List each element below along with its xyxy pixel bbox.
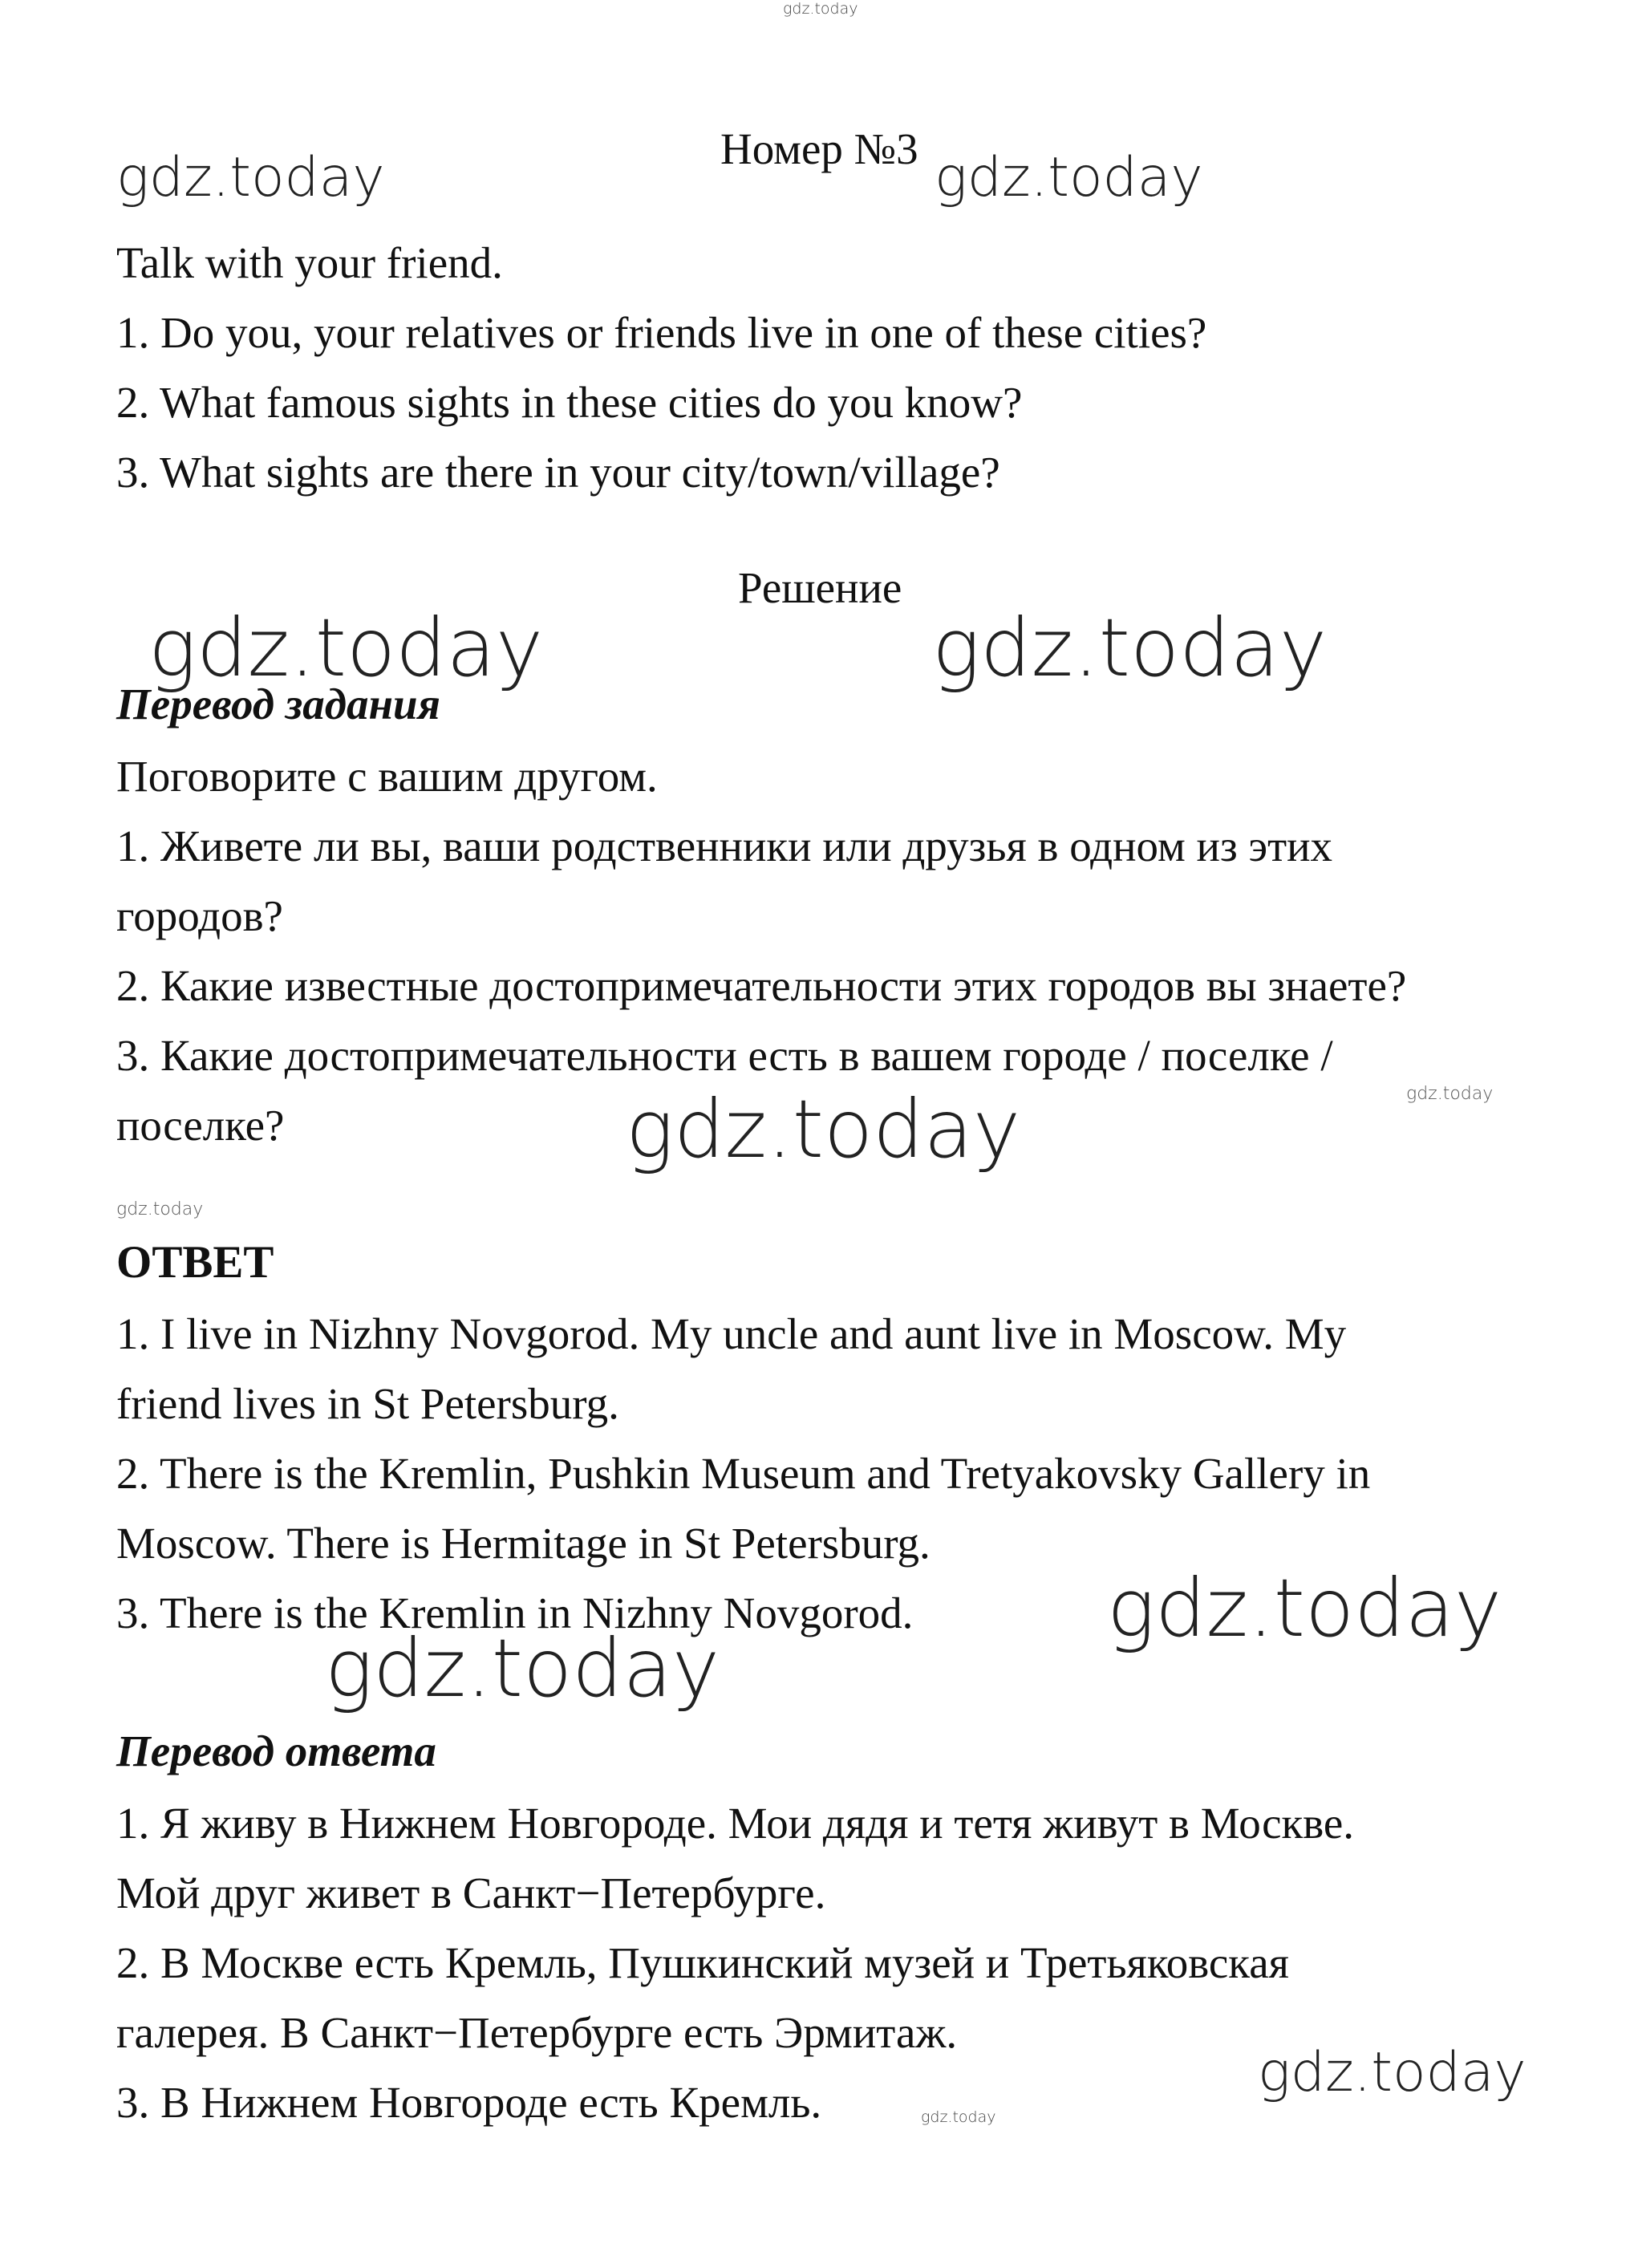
answer-translation-line-5: 3. В Нижнем Новгороде есть Кремль. bbox=[116, 2078, 822, 2127]
task-line-2: 1. Do you, your relatives or friends live in one of these cities? bbox=[116, 308, 1207, 357]
watermark-top: gdz.today bbox=[783, 0, 858, 18]
answer-line-1: 1. I live in Nizhny Novgorod. My uncle and aunt live in Moscow. My bbox=[116, 1309, 1347, 1358]
answer-translation-line-2: Мой друг живет в Санкт−Петербурге. bbox=[116, 1868, 826, 1917]
task-translation-line-2: 1. Живете ли вы, ваши родственники или друзья в одном из этих bbox=[116, 822, 1333, 870]
task-line-4: 3. What sights are there in your city/town/village? bbox=[116, 448, 1000, 497]
watermark-solution-right: gdz.today bbox=[932, 601, 1328, 695]
watermark-small-right: gdz.today bbox=[1406, 1084, 1494, 1104]
page-title: Номер №3 bbox=[720, 124, 918, 173]
watermark-answer-right: gdz.today bbox=[1107, 1561, 1502, 1655]
task-translation-line-5: 3. Какие достопримечательности есть в вашем городе / поселке / bbox=[116, 1031, 1333, 1080]
watermark-answer-center: gdz.today bbox=[325, 1621, 720, 1715]
watermark-bottom-tiny: gdz.today bbox=[921, 2108, 996, 2126]
task-line-1: Talk with your friend. bbox=[116, 238, 503, 287]
answer-line-5: 3. There is the Kremlin in Nizhny Novgorod. bbox=[116, 1588, 914, 1637]
watermark-small-left: gdz.today bbox=[116, 1199, 204, 1219]
task-translation-line-3: городов? bbox=[116, 891, 283, 940]
task-translation-line-1: Поговорите с вашим другом. bbox=[116, 752, 658, 801]
task-translation-line-6: поселке? bbox=[116, 1101, 285, 1150]
task-translation-line-4: 2. Какие известные достопримечательности этих городов вы знаете? bbox=[116, 961, 1407, 1010]
answer-translation-line-4: галерея. В Санкт−Петербурге есть Эрмитаж. bbox=[116, 2008, 958, 2057]
task-line-3: 2. What famous sights in these cities do you know? bbox=[116, 378, 1023, 427]
task-translation-heading: Перевод задания bbox=[116, 680, 440, 728]
watermark-header-left: gdz.today bbox=[116, 146, 385, 209]
answer-translation-line-1: 1. Я живу в Нижнем Новгороде. Мои дядя и тетя живут в Москве. bbox=[116, 1799, 1355, 1848]
answer-line-2: friend lives in St Petersburg. bbox=[116, 1379, 619, 1428]
answer-line-3: 2. There is the Kremlin, Pushkin Museum and Tretyakovsky Gallery in bbox=[116, 1449, 1371, 1498]
answer-translation-line-3: 2. В Москве есть Кремль, Пушкинский музей и Третьяковская bbox=[116, 1938, 1289, 1987]
watermark-solution-left: gdz.today bbox=[148, 601, 544, 695]
answer-heading: ОТВЕТ bbox=[116, 1237, 274, 1288]
answer-translation-heading: Перевод ответа bbox=[116, 1726, 436, 1775]
solution-title: Решение bbox=[738, 563, 902, 612]
watermark-bottom-right: gdz.today bbox=[1258, 2041, 1527, 2104]
watermark-translation-center: gdz.today bbox=[626, 1082, 1021, 1176]
answer-line-4: Moscow. There is Hermitage in St Petersburg. bbox=[116, 1519, 931, 1568]
watermark-header-right: gdz.today bbox=[935, 146, 1203, 209]
